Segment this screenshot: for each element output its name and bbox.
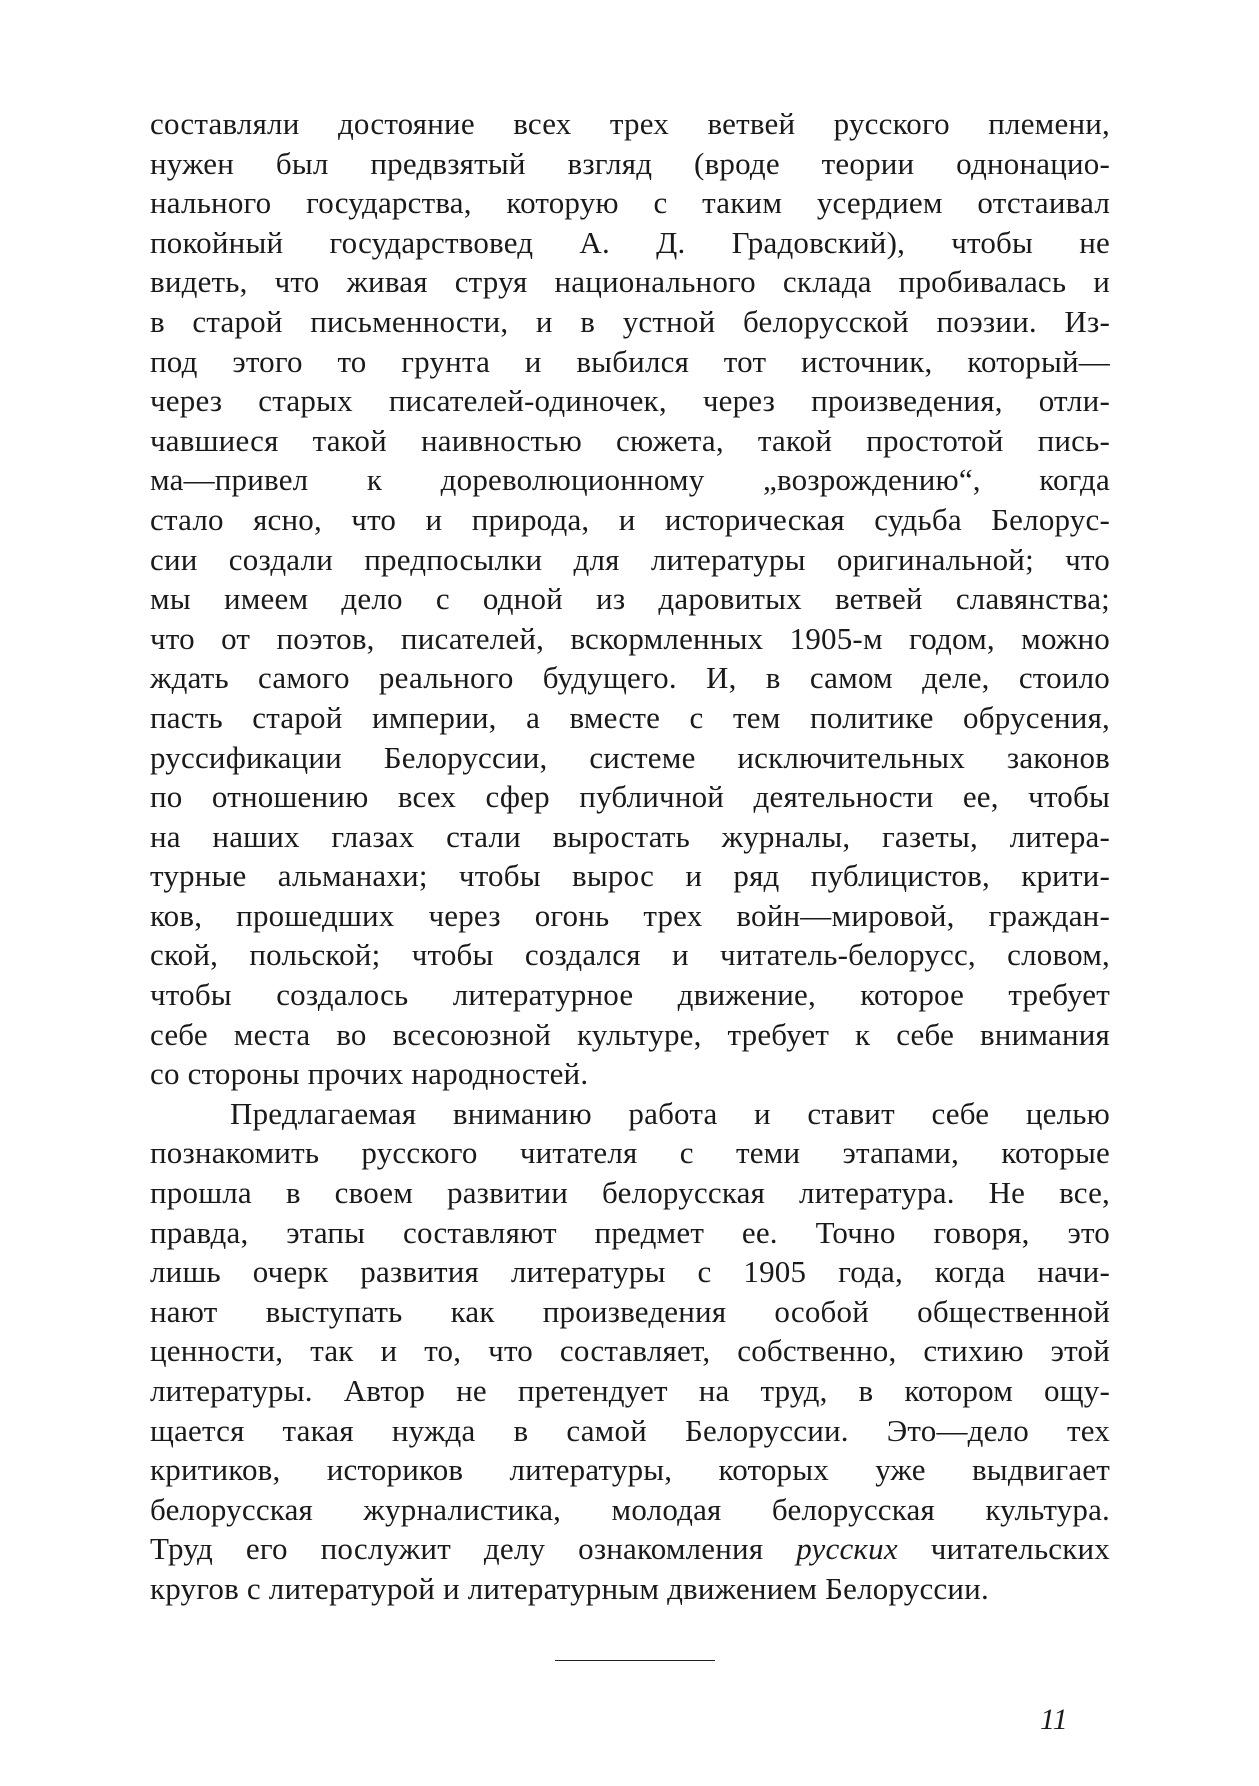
text-line: белорусская журналистика, молодая белорусская культура.: [150, 1491, 1110, 1527]
text-line-with-emphasis: [150, 1529, 1110, 1569]
text-segment: Труд его послужит делу ознакомления: [150, 1531, 764, 1567]
text-line: на наших глазах стали выростать журналы, газеты, литера-: [150, 818, 1110, 854]
text-segment: читательских: [930, 1531, 1111, 1567]
text-line: литературы. Автор не претендует на труд, в котором ощу-: [150, 1373, 1110, 1408]
text-line: правда, этапы составляют предмет ее. Точно говоря, это: [150, 1214, 1110, 1250]
text-line: сии создали предпосылки для литературы оригинальной; что: [150, 541, 1110, 577]
page-number: 11: [1040, 1703, 1068, 1736]
text-line: руссификации Белоруссии, системе исключительных законов: [150, 739, 1110, 775]
text-line: турные альманахи; чтобы вырос и ряд публицистов, крити-: [150, 858, 1110, 894]
text-line: через старых писателей-одиночек, через произведения, отли-: [150, 383, 1110, 419]
text-line: Предлагаемая вниманию работа и ставит себе целью: [230, 1095, 1110, 1131]
text-line: чтобы создалось литературное движение, которое требует: [150, 977, 1110, 1013]
text-line: кругов с литературой и литературным движением Белоруссии.: [150, 1570, 989, 1606]
text-line: что от поэтов, писателей, вскормленных 1905-м годом, можно: [150, 620, 1110, 656]
text-line: со стороны прочих народностей.: [150, 1056, 589, 1092]
text-line: стало ясно, что и природа, и историческая судьба Белорус-: [150, 501, 1110, 537]
text-line: покойный государствовед А. Д. Градовский), чтобы не: [150, 224, 1110, 260]
text-line: нают выступать как произведения особой общественной: [150, 1293, 1110, 1329]
section-divider: [555, 1660, 715, 1661]
text-line: пасть старой империи, а вместе с тем политике обрусения,: [150, 699, 1110, 735]
paragraph-2: [150, 1094, 1110, 1609]
text-line: критиков, историков литературы, которых уже выдвигает: [150, 1452, 1110, 1488]
text-line: прошла в своем развитии белорусская литература. Не все,: [150, 1175, 1110, 1211]
text-line: видеть, что живая струя национального склада пробивалась и: [150, 264, 1110, 300]
text-line: ценности, так и то, что составляет, собственно, стихию этой: [150, 1333, 1110, 1369]
emphasized-word: русских: [796, 1531, 898, 1567]
text-line: в старой письменности, и в устной белорусской поэзии. Из-: [150, 303, 1110, 339]
text-line: лишь очерк развития литературы с 1905 года, когда начи-: [150, 1254, 1110, 1290]
text-line: щается такая нужда в самой Белоруссии. Это—дело тех: [150, 1412, 1110, 1448]
paragraph-1: [150, 104, 1110, 1094]
text-line: мы имеем дело с одной из даровитых ветвей славянства;: [150, 581, 1110, 617]
body-text: [150, 104, 1110, 1609]
text-line: познакомить русского читателя с теми этапами, которые: [150, 1135, 1110, 1171]
text-line: нужен был предвзятый взгляд (вроде теории однонацио-: [150, 145, 1110, 181]
text-line: ской, польской; чтобы создался и читатель-белорусс, словом,: [150, 937, 1110, 973]
text-line: ма—привел к дореволюционному „возрождению“, когда: [150, 462, 1110, 498]
text-line: нального государства, которую с таким усердием отстаивал: [150, 185, 1110, 221]
text-line: по отношению всех сфер публичной деятельности ее, чтобы: [150, 779, 1110, 815]
text-line: ков, прошедших через огонь трех войн—мировой, граждан-: [150, 897, 1110, 933]
text-line: составляли достояние всех трех ветвей русского племени,: [150, 106, 1110, 141]
text-line: ждать самого реального будущего. И, в самом деле, стоило: [150, 660, 1110, 696]
text-line: себе места во всесоюзной культуре, требует к себе внимания: [150, 1016, 1110, 1052]
text-line: под этого то грунта и выбился тот источник, который—: [150, 343, 1110, 379]
text-line: чавшиеся такой наивностью сюжета, такой простотой пись-: [150, 422, 1110, 458]
